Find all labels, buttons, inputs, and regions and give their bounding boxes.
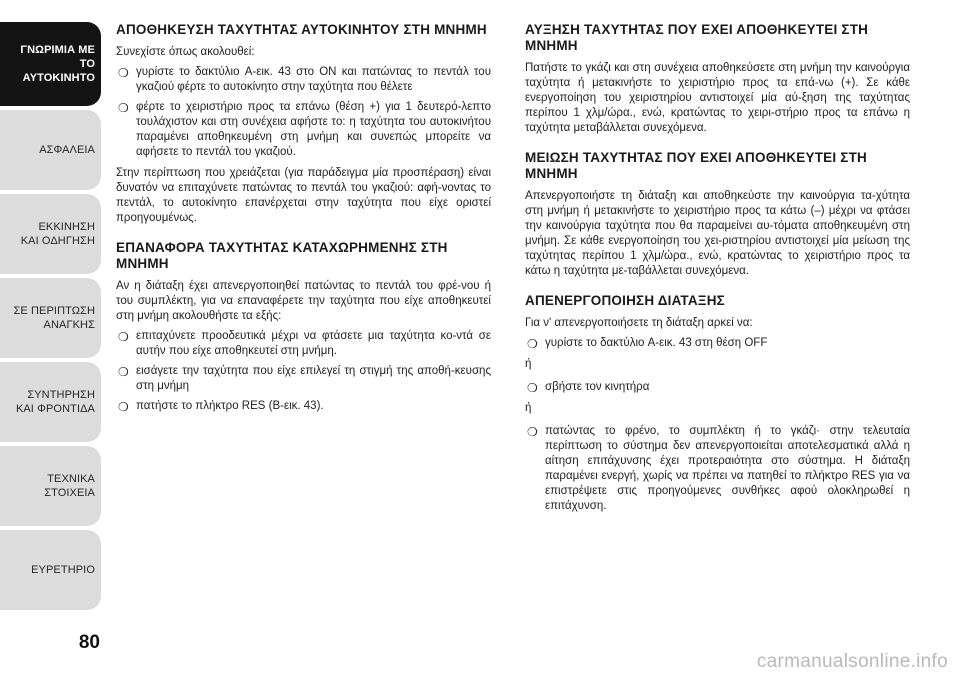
paragraph: Στην περίπτωση που χρειάζεται (για παράδειγμα μία προσπέραση) είναι δυνατόν να επιταχύνετε πατώντας το πεντάλ του γκαζιού: αφή-νοντας το πεντάλ, το αυτοκίνητο επανέρχεται στην ταχύτητα που είχε οριστεί προηγουμένως. (116, 167, 491, 224)
tab-label: ΑΣΦΑΛΕΙΑ (39, 144, 95, 156)
section-title-increase-speed: ΑΥΞΗΣΗ ΤΑΧΥΤΗΤΑΣ ΠΟΥ ΕΧΕΙ ΑΠΟΘΗΚΕΥΤΕΙ ΣΤΗ ΜΝΗΜΗ (525, 22, 869, 53)
list-item-text: επιταχύνετε προοδευτικά μέχρι να φτάσετε μια ταχύτητα κο-ντά σε αυτήν που είχε αποθηκευτεί στη μνήμη. (136, 330, 491, 357)
tab-label: ΤΕΧΝΙΚΑ ΣΤΟΙΧΕΙΑ (44, 473, 95, 499)
bullet-list (525, 380, 910, 395)
left-column (116, 22, 491, 420)
tab-technical-data[interactable] (0, 446, 101, 526)
list-item-text: εισάγετε την ταχύτητα που είχε επιλεγεί τη στιγμή της αποθή-κευσης στη μνήμη (136, 365, 491, 392)
tab-label: ΕΚΚΙΝΗΣΗ ΚΑΙ ΟΔΗΓΗΣΗ (20, 221, 95, 247)
list-item-text: σβήστε τον κινητήρα (545, 381, 650, 393)
or-separator: ή (525, 358, 532, 370)
paragraph: Πατήστε το γκάζι και στη συνέχεια αποθηκεύσετε στη μνήμη την καινούργια ταχύτητα ή μετακινήστε το χειριστήριο προς τα επά-νω (+). Σε κάθε ενεργοποίηση του χειριστηρίου αντιστοιχεί μία αύ-ξηση της ταχύτητας περίπου 1 χλμ/ώρα., ενώ, κρατώντας το χειρι-στήριο προς τα επάνω η ταχύτητα μεταβάλλεται συνεχόμενα. (525, 62, 910, 134)
circle-bullet-icon: ❍ (118, 66, 129, 80)
list-item-text: γυρίστε το δακτύλιο A-εικ. 43 στη θέση OFF (545, 337, 768, 349)
tab-emergency[interactable] (0, 278, 101, 358)
list-item (525, 380, 910, 395)
tab-label: ΕΥΡΕΤΗΡΙΟ (31, 564, 95, 576)
bullet-list (525, 336, 910, 351)
or-separator: ή (525, 402, 532, 414)
list-item (116, 100, 491, 160)
tab-label: ΣΕ ΠΕΡΙΠΤΩΣΗ ΑΝΑΓΚΗΣ (13, 305, 95, 331)
tab-maintenance[interactable] (0, 362, 101, 442)
list-item (525, 424, 910, 514)
circle-bullet-icon: ❍ (118, 330, 129, 344)
tab-index[interactable] (0, 530, 101, 610)
section-title-deactivate: ΑΠΕΝΕΡΓΟΠΟΙΗΣΗ ΔΙΑΤΑΞΗΣ (525, 293, 725, 308)
tab-safety[interactable] (0, 110, 101, 190)
list-item (116, 399, 491, 414)
circle-bullet-icon: ❍ (527, 337, 538, 351)
section-title-decrease-speed: ΜΕΙΩΣΗ ΤΑΧΥΤΗΤΑΣ ΠΟΥ ΕΧΕΙ ΑΠΟΘΗΚΕΥΤΕΙ ΣΤΗ ΜΝΗΜΗ (525, 150, 867, 181)
circle-bullet-icon: ❍ (118, 101, 129, 115)
list-item-text: πατώντας το φρένο, το συμπλέκτη ή το γκάζι· στην τελευταία περίπτωση το σύστημα δεν απενεργοποιείται αποτελεσματικά αλλά η αίτηση επιτάχυνσης έχει προτεραιότητα στο σύστημα. Η διάταξη παραμένει ενεργή, χωρίς να πρέπει να πατηθεί το πλήκτρο RES για να επιστρέψετε στις προηγούμενες συνθήκες αφού ολοκληρωθεί η επιτάχυνση. (545, 425, 910, 512)
section-title-store-speed: ΑΠΟΘΗΚΕΥΣΗ ΤΑΧΥΤΗΤΑΣ ΑΥΤΟΚΙΝΗΤΟΥ ΣΤΗ ΜΝΗΜΗ (116, 22, 487, 37)
right-column (525, 22, 910, 520)
bullet-list (116, 65, 491, 160)
section-title-restore-speed: ΕΠΑΝΑΦΟΡΑ ΤΑΧΥΤΗΤΑΣ ΚΑΤΑΧΩΡΗΜΕΝΗΣ ΣΤΗ ΜΝΗΜΗ (116, 240, 448, 271)
list-item (525, 336, 910, 351)
list-item-text: πατήστε το πλήκτρο RES (B-εικ. 43). (136, 400, 324, 412)
paragraph: Για ν' απενεργοποιήσετε τη διάταξη αρκεί να: (525, 317, 753, 329)
paragraph: Αν η διάταξη έχει απενεργοποιηθεί πατώντας το πεντάλ του φρέ-νου ή του συμπλέκτη, για να επαναφέρετε την ταχύτητα που είχε αποθηκευτεί στη μνήμη ακολουθήστε τα εξής: (116, 280, 491, 322)
chapter-sidebar (0, 22, 101, 614)
paragraph: Συνεχίστε όπως ακολουθεί: (116, 46, 255, 58)
circle-bullet-icon: ❍ (118, 365, 129, 379)
circle-bullet-icon: ❍ (527, 381, 538, 395)
tab-getting-to-know-car[interactable] (0, 22, 101, 106)
list-item-text: γυρίστε το δακτύλιο A-εικ. 43 στο ON και πατώντας το πεντάλ του γκαζιού φέρτε το αυτοκίνητο στην ταχύτητα που θέλετε (136, 66, 491, 93)
paragraph: Απενεργοποιήστε τη διάταξη και αποθηκεύστε την καινούργια τα-χύτητα στη μνήμη ή μετακινήστε το χειριστήριο προς τα κάτω (–) μέχρι να φτάσει την καινούργια ταχύτητα που θα παραμείνει αυ-τόματα αποθηκευμένη στη μνήμη. Σε κάθε ενεργοποίηση του χει-ριστηρίου αντιστοιχεί μία μείωση της ταχύτητας περίπου 1 χλμ/ώρα., ενώ, κρατώντας το χειριστήριο προς τα κάτω η ταχύτητα με-ταβάλλεται συνεχόμενα. (525, 190, 910, 277)
page-number: 80 (78, 632, 100, 653)
circle-bullet-icon: ❍ (118, 400, 129, 414)
tab-label: ΓΝΩΡΙΜΙΑ ΜΕ ΤΟ ΑΥΤΟΚΙΝΗΤΟ (20, 44, 95, 84)
bullet-list (116, 329, 491, 414)
list-item (116, 329, 491, 359)
list-item (116, 364, 491, 394)
circle-bullet-icon: ❍ (527, 425, 538, 439)
bullet-list (525, 424, 910, 514)
list-item (116, 65, 491, 95)
watermark: carmanualsonline.info (756, 651, 948, 672)
tab-label: ΣΥΝΤΗΡΗΣΗ ΚΑΙ ΦΡΟΝΤΙΔΑ (15, 389, 95, 415)
list-item-text: φέρτε το χειριστήριο προς τα επάνω (θέση +) για 1 δευτερό-λεπτο τουλάχιστον και στη συνέχεια αφήστε το: η ταχύτητα του αυτοκινήτου παραμένει αποθηκευμένη στη μνήμη και συνεπώς μπορείτε να αφήσετε το πεντάλ του γκαζιού. (136, 101, 491, 158)
tab-starting-driving[interactable] (0, 194, 101, 274)
